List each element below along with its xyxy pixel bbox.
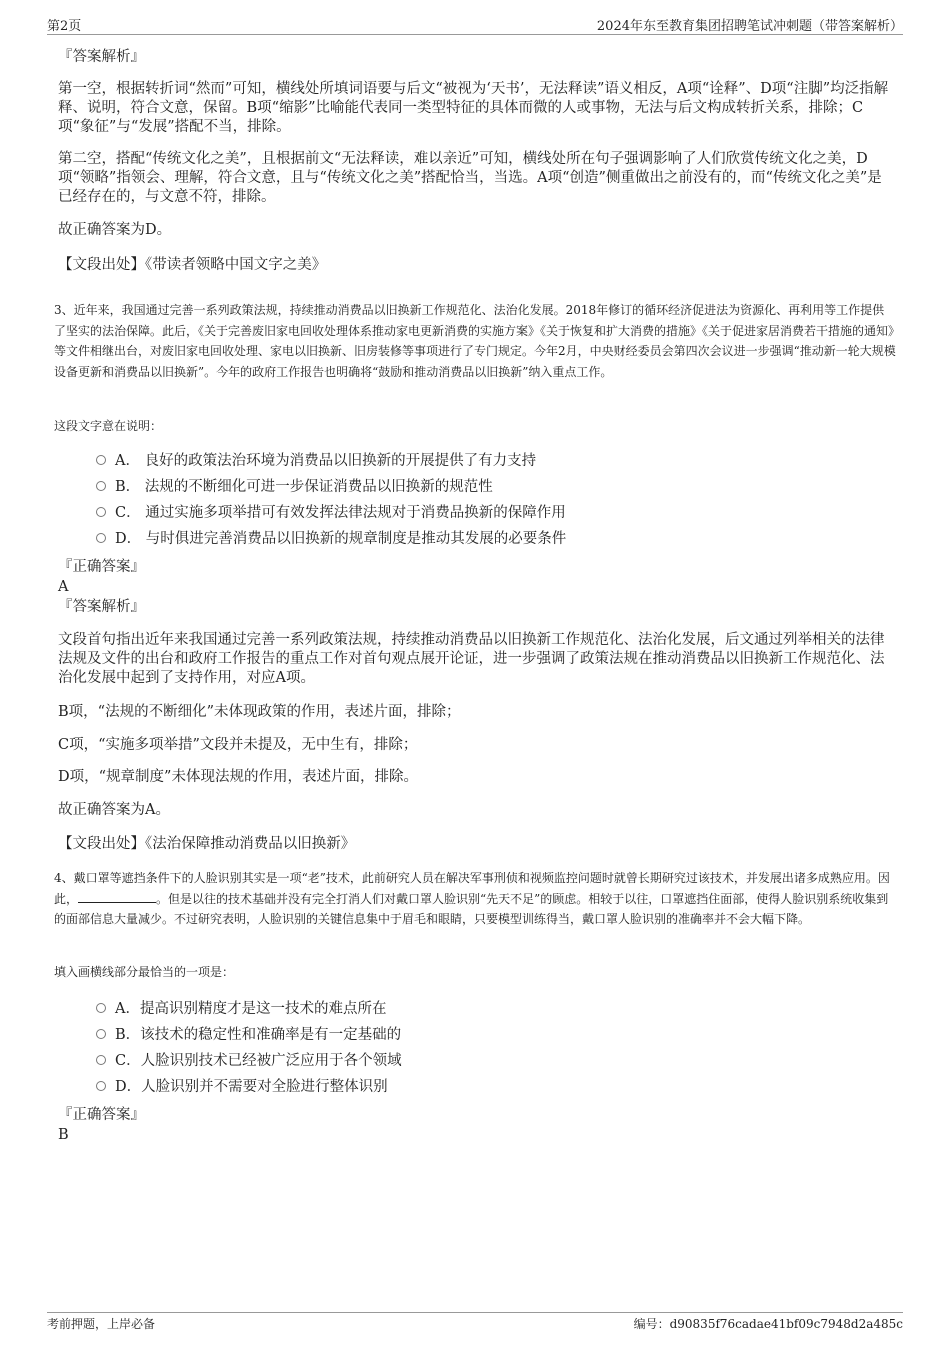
option-label: D． 与时俱进完善消费品以旧换新的规章制度是推动其发展的必要条件 <box>115 531 567 547</box>
q2-analysis-para-2: 第二空，搭配“传统文化之美”，且根据前文“无法释读，难以亲近”可知，横线处所在句子强调影响了人们欣赏传统文化之美，D项“领略”指领会、理解，符合文意，且与“传统文化之美”搭配恰当，当选。A项“创造”侧重做出之前没有的，而“传统文化之美”是已经存在的，与文意不符，排除。 <box>58 151 882 205</box>
q4-option-d[interactable] <box>96 1078 388 1097</box>
q4-answer: B <box>58 1127 69 1143</box>
option-label: B． 法规的不断细化可进一步保证消费品以旧换新的规范性 <box>115 479 493 495</box>
page-footer <box>47 1312 903 1331</box>
q3-stem: 3、近年来，我国通过完善一系列政策法规，持续推动消费品以旧换新工作规范化、法治化发展。2018年修订的循环经济促进法为资源化、再利用等工作提供了坚实的法治保障。此后，《关于完善废旧家电回收处理体系推动家电更新消费的实施方案》《关于恢复和扩大消费的措施》《关于促进家居消费若干措施的通知》等文件相继出台，对废旧家电回收处理、家电以旧换新、旧房装修等事项进行了专门规定。今年2月，中央财经委员会第四次会议进一步强调“推动新一轮大规模设备更新和消费品以旧换新”。今年的政府工作报告也明确将“鼓励和推动消费品以旧换新”纳入重点工作。 <box>54 303 896 379</box>
radio-icon[interactable] <box>96 1081 106 1091</box>
q4-option-b[interactable] <box>96 1026 401 1045</box>
q3-option-c[interactable] <box>96 504 566 523</box>
radio-icon[interactable] <box>96 533 106 543</box>
q3-analysis-para-2: B项，“法规的不断细化”未体现政策的作用，表述片面，排除； <box>58 704 461 720</box>
q3-source: 【文段出处】《法治保障推动消费品以旧换新》 <box>58 836 356 852</box>
footer-slogan: 考前押题，上岸必备 <box>47 1317 156 1331</box>
q3-analysis-para-4: D项，“规章制度”未体现法规的作用，表述片面，排除。 <box>58 769 418 785</box>
q3-analysis-para-3: C项，“实施多项举措”文段并未提及，无中生有，排除； <box>58 737 418 753</box>
option-label: C． 通过实施多项举措可有效发挥法律法规对于消费品换新的保障作用 <box>115 505 566 521</box>
q4-stem <box>54 868 896 930</box>
q3-prompt: 这段文字意在说明： <box>54 419 163 433</box>
q2-source: 【文段出处】《带读者领略中国文字之美》 <box>58 257 327 273</box>
q3-analysis-heading: 『答案解析』 <box>58 599 145 615</box>
option-label: C．人脸识别技术已经被广泛应用于各个领域 <box>115 1053 402 1069</box>
q2-analysis-heading: 『答案解析』 <box>58 49 145 65</box>
radio-icon[interactable] <box>96 1003 106 1013</box>
page-number: 第2页 <box>47 19 82 34</box>
q4-answer-heading: 『正确答案』 <box>58 1107 145 1123</box>
q2-analysis-para-1: 第一空，根据转折词“然而”可知，横线处所填词语要与后文“被视为‘天书’，无法释读”语义相反，A项“诠释”、D项“注脚”均泛指解释、说明，符合文意，保留。B项“缩影”比喻能代表同一类型特征的具体而微的人或事物，无法与后文构成转折关系，排除；C项“象征”与“发展”搭配不当，排除。 <box>58 81 889 135</box>
q4-stem-part-2: 。但是以往的技术基础并没有完全打消人们对戴口罩人脸识别“先天不足”的顾虑。相较于以往，口罩遮挡住面部，使得人脸识别系统收集到的面部信息大量减少。不过研究表明，人脸识别的关键信息集中于眉毛和眼睛，只要模型训练得当，戴口罩人脸识别的准确率并不会大幅下降。 <box>54 891 889 926</box>
q3-conclusion: 故正确答案为A。 <box>58 802 170 818</box>
q3-option-d[interactable] <box>96 530 566 549</box>
page-header <box>47 14 903 35</box>
option-label: B．该技术的稳定性和准确率是有一定基础的 <box>115 1027 402 1043</box>
option-label: D．人脸识别并不需要对全脸进行整体识别 <box>115 1079 388 1095</box>
radio-icon[interactable] <box>96 507 106 517</box>
q3-analysis-para-1: 文段首句指出近年来我国通过完善一系列政策法规，持续推动消费品以旧换新工作规范化、法治化发展，后文通过列举相关的法律法规及文件的出台和政府工作报告的重点工作对首句观点展开论证，进一步强调了政策法规在推动消费品以旧换新工作规范化、法治化发展中起到了支持作用，对应A项。 <box>58 632 885 686</box>
q4-option-c[interactable] <box>96 1052 402 1071</box>
q3-option-b[interactable] <box>96 478 493 497</box>
option-label: A． 良好的政策法治环境为消费品以旧换新的开展提供了有力支持 <box>115 453 537 469</box>
document-code: 编号：d90835f76cadae41bf09c7948d2a485c <box>633 1317 903 1331</box>
q4-option-a[interactable] <box>96 1000 386 1019</box>
document-title: 2024年东至教育集团招聘笔试冲刺题（带答案解析） <box>596 19 903 34</box>
radio-icon[interactable] <box>96 1055 106 1065</box>
q3-answer-heading: 『正确答案』 <box>58 559 145 575</box>
radio-icon[interactable] <box>96 1029 106 1039</box>
q2-conclusion: 故正确答案为D。 <box>58 222 172 238</box>
option-label: A．提高识别精度才是这一技术的难点所在 <box>115 1001 387 1017</box>
q4-stem-part-1: 4、戴口罩等遮挡条件下的人脸识别其实是一项“老”技术，此前研究人员在解决军事刑侦和视频监控问题时就曾长期研究过该技术，并发展出诸多成熟应用。因此， <box>54 871 890 906</box>
q3-answer: A <box>58 579 69 595</box>
radio-icon[interactable] <box>96 455 106 465</box>
q3-option-a[interactable] <box>96 452 536 471</box>
fill-blank <box>78 891 156 903</box>
q4-prompt: 填入画横线部分最恰当的一项是： <box>54 965 235 979</box>
radio-icon[interactable] <box>96 481 106 491</box>
